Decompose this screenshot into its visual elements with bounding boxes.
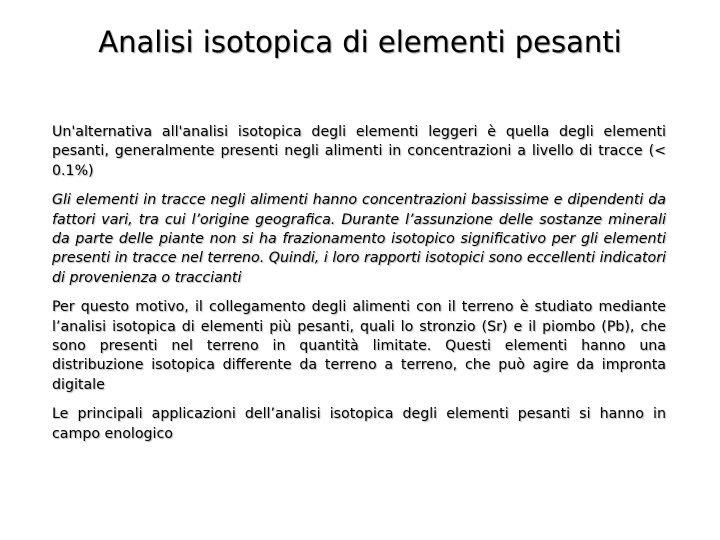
slide-title: Analisi isotopica di elementi pesanti [98, 25, 622, 59]
paragraph-applications: Le principali applicazioni dell’analisi isotopica degli elementi pesanti si hanno in campo enologico [52, 406, 666, 442]
slide-body [52, 123, 666, 454]
paragraph-heavy-elements-alternative: Un'alternativa all'analisi isotopica degli elementi leggeri è quella degli elementi pesanti, generalmente presenti negli alimenti in concentrazioni a livello di tracce (< 0.1%) [52, 124, 666, 179]
paragraph-soil-link: Per questo motivo, il collegamento degli alimenti con il terreno è studiato mediante l’analisi isotopica di elementi più pesanti, quali lo stronzio (Sr) e il piombo (Pb), che sono presenti nel terreno in quantità limitate. Questi elementi hanno una distribuzione isotopica differente da terreno a terreno, che può agire da impronta digitale [52, 299, 666, 393]
paragraph-trace-elements: Gli elementi in tracce negli alimenti hanno concentrazioni bassissime e dipendenti da fattori vari, tra cui l’origine geografica. Durante l’assunzione delle sostanze minerali da parte delle piante non si ha frazionamento isotopico significativo per gli elementi presenti in tracce nel terreno. Quindi, i loro rapporti isotopici sono eccellenti indicatori di provenienza o traccianti [52, 192, 666, 286]
